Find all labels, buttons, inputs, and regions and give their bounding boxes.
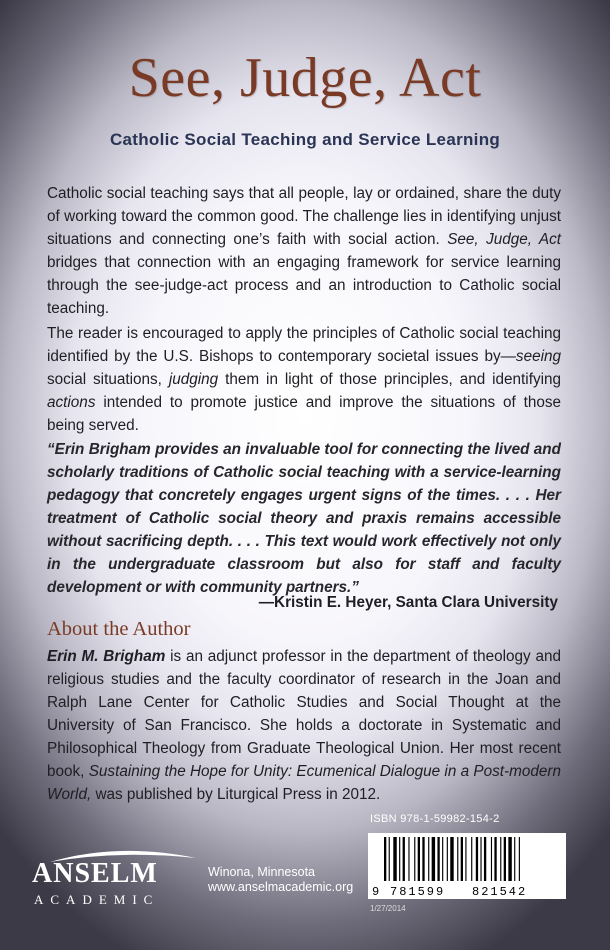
barcode-bar xyxy=(476,837,478,881)
publisher-info xyxy=(208,865,353,895)
about-author-heading: About the Author xyxy=(47,618,191,640)
emphasis-judging: judging xyxy=(168,371,219,388)
barcode-bar xyxy=(471,837,472,881)
barcode-bar xyxy=(399,837,400,881)
barcode-bar xyxy=(450,837,453,881)
description-text: Catholic social teaching says that all people, lay or ordained, share the duty of working toward the common good. The challenge lies in identifying unjust situations and connecting one’s faith with social action. xyxy=(47,185,561,248)
description-text: them in light of those principles, and identifying xyxy=(218,371,562,388)
emphasis-seeing: seeing xyxy=(515,348,561,365)
barcode-bar xyxy=(437,837,439,881)
barcode-bar xyxy=(484,837,486,881)
barcode-bar xyxy=(408,837,409,881)
logo-wordmark: ANSELM xyxy=(32,858,158,889)
author-bio xyxy=(47,645,561,806)
book-subtitle: Catholic Social Teaching and Service Learning xyxy=(109,130,501,149)
barcode-bar xyxy=(494,837,496,881)
barcode-bar xyxy=(519,837,520,881)
barcode-bar xyxy=(447,837,448,881)
description-paragraph-2 xyxy=(47,322,561,437)
publisher-logo xyxy=(28,848,198,918)
description-text: bridges that connection with an engaging framework for service learning through the see-judge-act process and an introduction to Catholic social teaching. xyxy=(47,254,561,317)
barcode-bar xyxy=(403,837,405,881)
barcode-digits-right: 821542 xyxy=(472,885,528,899)
endorsement-quote: “Erin Brigham provides an invaluable tool for connecting the lived and scholarly traditions of Catholic social teaching with a service-learning pedagogy that concretely engages urgent signs of the times. . . . Her treatment of Catholic social theory and praxis remains accessible without sacrificing depth. . . . This text would work effectively not only in the undergraduate classroom but also for staff and faculty development or with community partners.” xyxy=(47,441,561,596)
barcode xyxy=(368,833,566,899)
publisher-city: Winona, Minnesota xyxy=(208,865,316,879)
barcode-bar xyxy=(414,837,415,881)
description-text: The reader is encouraged to apply the principles of Catholic social teaching identified by the U.S. Bishops to contemporary societal issues by— xyxy=(47,325,561,365)
book-title: See, Judge, Act xyxy=(128,47,482,109)
barcode-digits-left: 781599 xyxy=(390,885,446,899)
author-name: Erin M. Brigham xyxy=(47,648,166,665)
barcode-bar xyxy=(457,837,458,881)
logo-subtitle: ACADEMIC xyxy=(34,892,160,907)
barcode-bar xyxy=(422,837,424,881)
print-date: 1/27/2014 xyxy=(370,904,406,913)
barcode-bar xyxy=(480,837,481,881)
bio-text: is an adjunct professor in the department of theology and religious studies and the faculty coordinator of research in the Joan and Ralph Lane Center for Catholic Studies and Social Thought at the University of San Francisco. She holds a doctorate in Systematic and Philosophical Theology from Graduate Theological Union. Her most recent book, xyxy=(47,648,561,780)
barcode-bar xyxy=(514,837,515,881)
barcode-graphic xyxy=(368,833,566,899)
description-paragraph-1 xyxy=(47,182,561,320)
isbn-label: ISBN 978-1-59982-154-2 xyxy=(370,813,500,825)
barcode-bar xyxy=(384,837,386,881)
endorsement-attribution: —Kristin E. Heyer, Santa Clara University xyxy=(258,594,558,611)
emphasis-actions: actions xyxy=(47,394,96,411)
publisher-website[interactable]: www.anselmacademic.org xyxy=(208,880,354,894)
book-title-inline: See, Judge, Act xyxy=(447,231,561,248)
barcode-bar xyxy=(432,837,435,881)
barcode-bar xyxy=(428,837,429,881)
barcode-bars xyxy=(384,837,520,881)
barcode-bar xyxy=(442,837,443,881)
description-text: intended to promote justice and improve the situations of those being served. xyxy=(47,394,561,434)
barcode-bar xyxy=(508,837,511,881)
barcode-bar xyxy=(418,837,420,881)
barcode-bar xyxy=(465,837,466,881)
barcode-bar xyxy=(500,837,501,881)
barcode-bar xyxy=(491,837,492,881)
description-text: social situations, xyxy=(47,371,169,388)
barcode-bar xyxy=(461,837,463,881)
barcode-bar xyxy=(393,837,396,881)
barcode-lead-digit: 9 xyxy=(372,885,380,899)
bio-text: was published by Liturgical Press in 2012. xyxy=(91,786,381,803)
barcode-bar xyxy=(389,837,390,881)
barcode-bar xyxy=(504,837,506,881)
previous-book-title: Sustaining the Hope for Unity: Ecumenical Dialogue in a Post-modern World, xyxy=(47,763,562,803)
